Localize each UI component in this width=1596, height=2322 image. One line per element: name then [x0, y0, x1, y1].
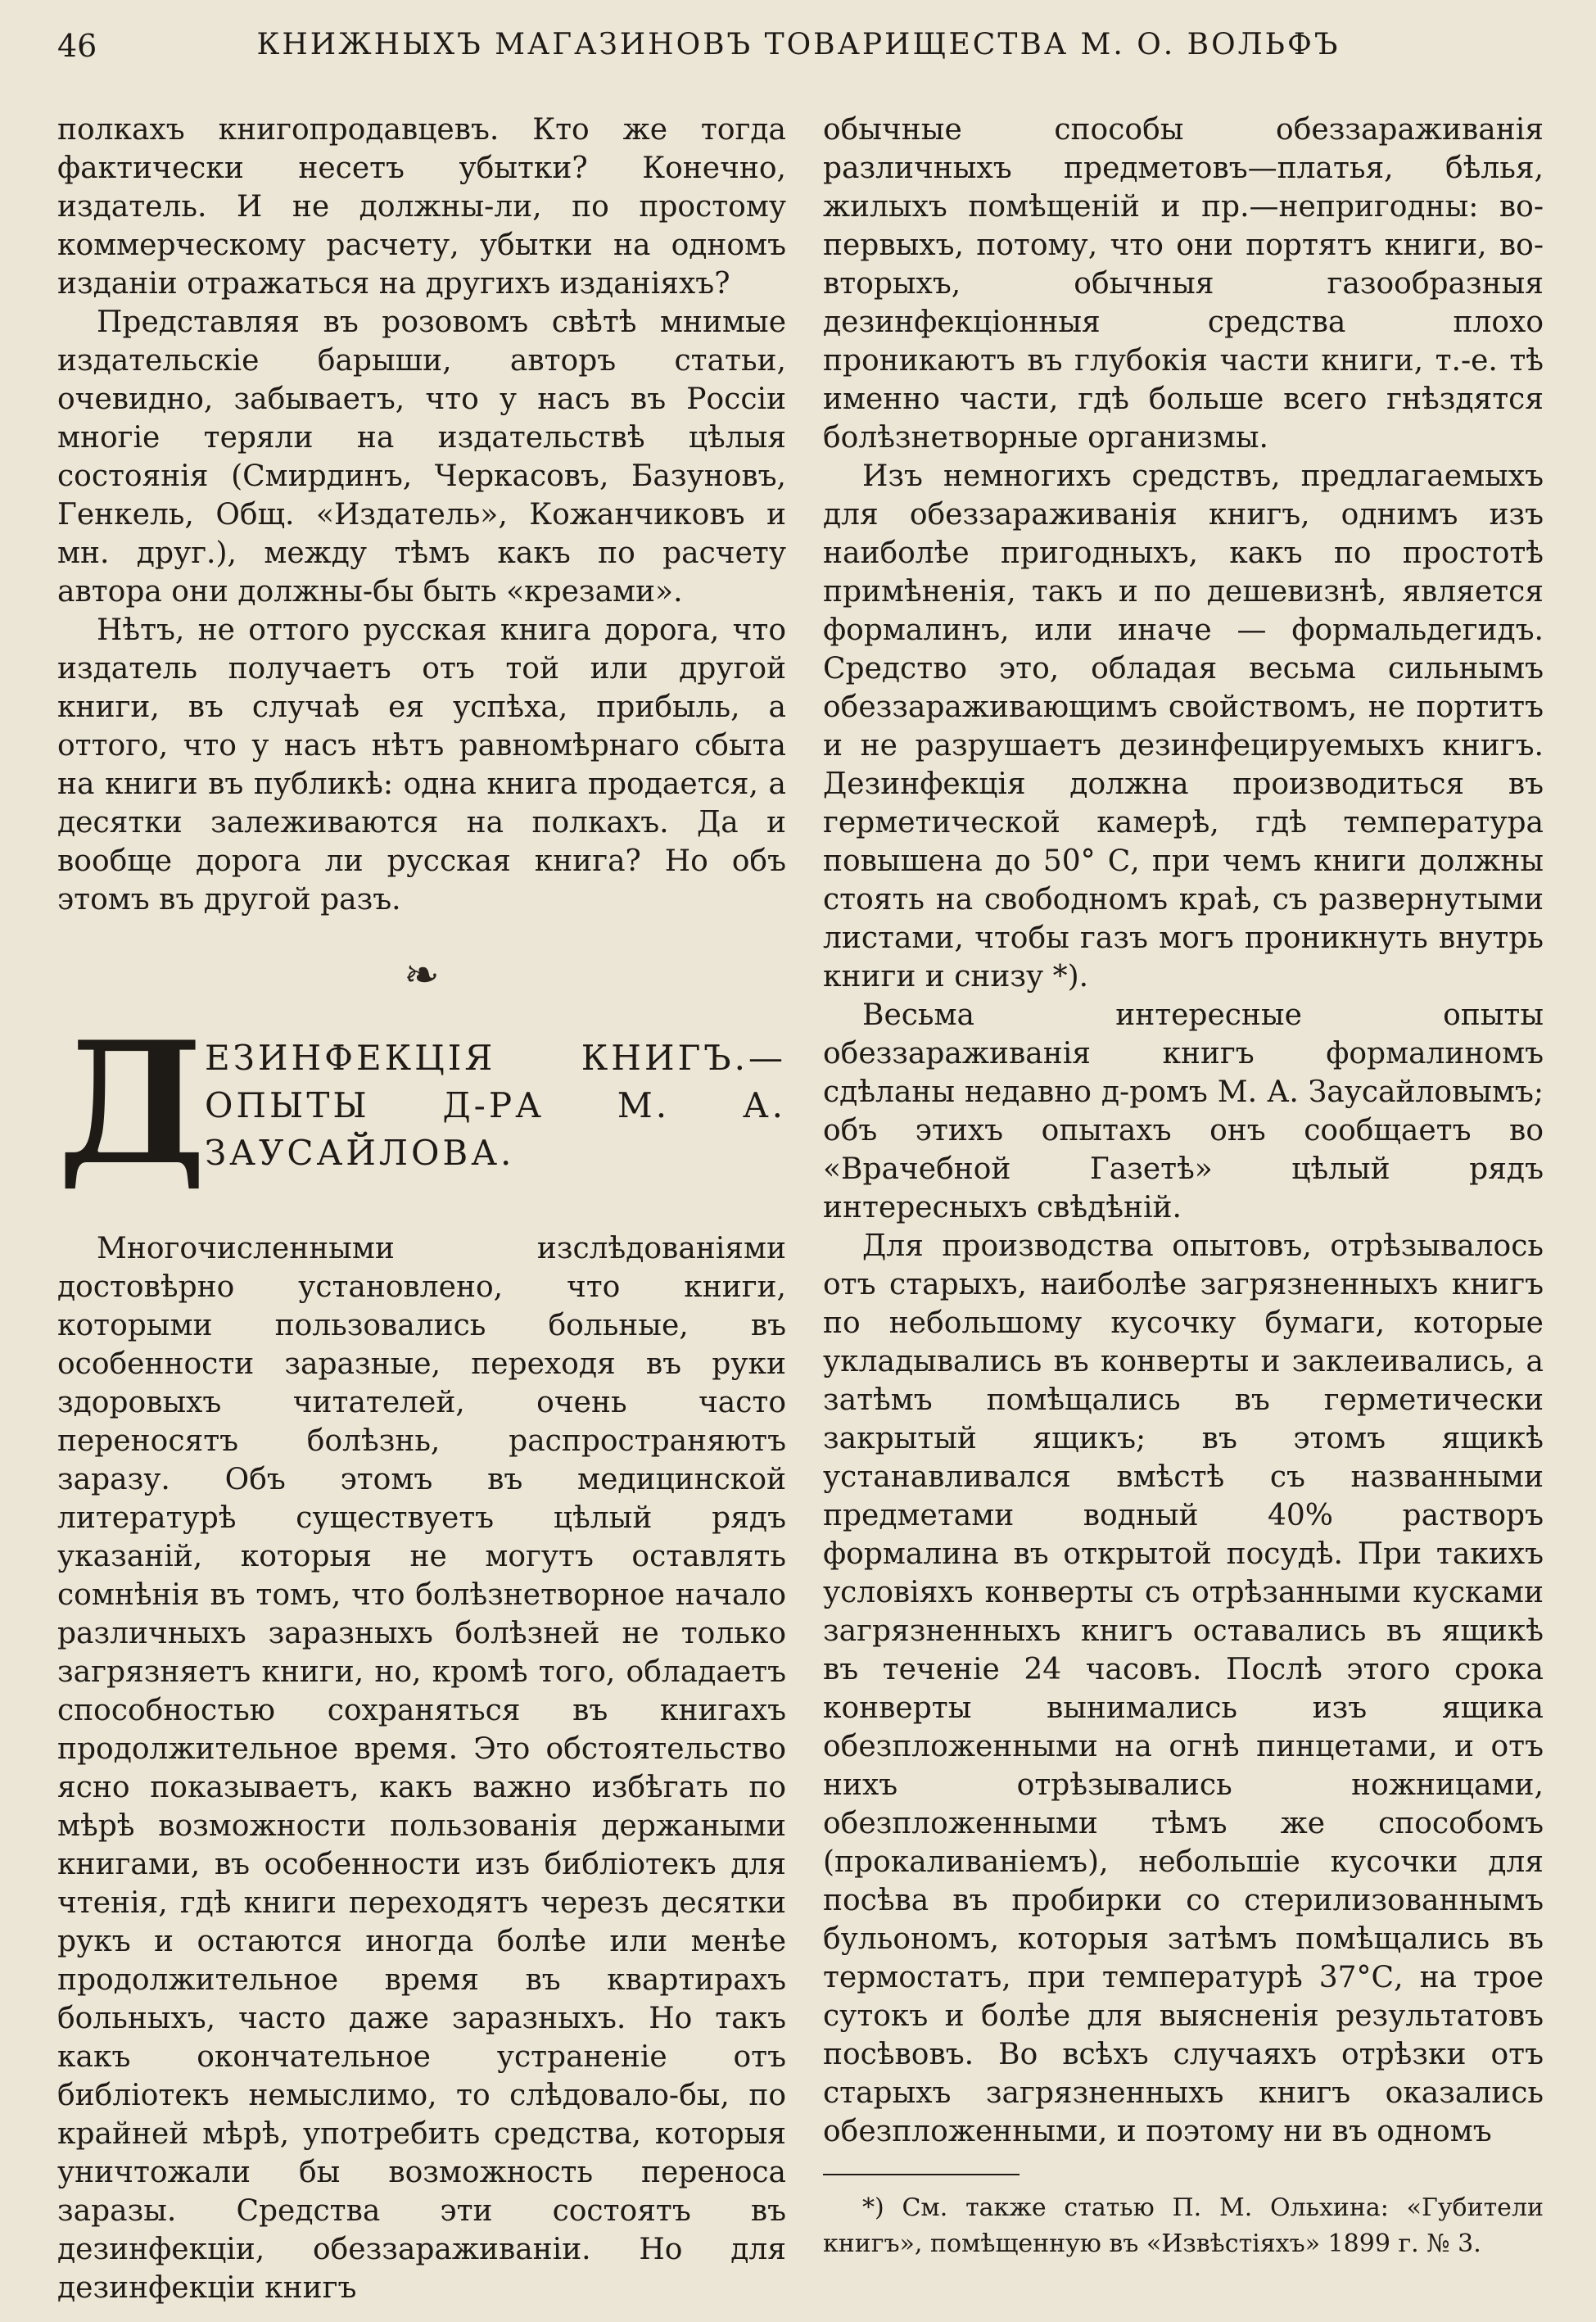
paragraph: Весьма интересные опыты обеззараживанія книгъ формалиномъ сдѣланы недавно д-ромъ М. А. Заусайловымъ; объ этихъ опытахъ онъ сообщаетъ во «Врачебной Газетѣ» цѣлый рядъ интересныхъ свѣдѣній.	[823, 998, 1544, 1224]
article-title: ЕЗИНФЕКЦІЯ КНИГЪ.—ОПЫТЫ Д-РА М. А. ЗАУСАЙЛОВА.	[205, 1038, 786, 1173]
paragraph: Представляя въ розовомъ свѣтѣ мнимые издательскіе барыши, авторъ статьи, очевидно, забываетъ, что у насъ въ Россіи многіе теряли на издательствѣ цѣлыя состоянія (Смирдинъ, Черкасовъ, Базуновъ, Генкель, Общ. «Издатель», Кожанчиковъ и мн. друг.), между тѣмъ какъ по расчету автора они должны-бы быть «крезами».	[57, 306, 786, 609]
page-header	[57, 25, 1539, 74]
paragraph: полкахъ книгопродавцевъ. Кто же тогда фактически несетъ убытки? Конечно, издатель. И не должны-ли, по простому коммерческому расчету, убытки на одномъ изданіи отражаться на другихъ изданіяхъ?	[57, 113, 786, 301]
paragraph: Многочисленными изслѣдованіями достовѣрно установлено, что книги, которыми пользовались больные, въ особенности заразные, переходя въ руки здоровыхъ читателей, очень часто переносятъ болѣзнь, распространяютъ заразу. Объ этомъ въ медицинской литературѣ существуетъ цѣлый рядъ указаній, которыя не могутъ оставлять сомнѣнія въ томъ, что болѣзнетворное начало различныхъ заразныхъ болѣзней не только загрязняетъ книги, но, кромѣ того, обладаетъ способностью сохраняться въ книгахъ продолжительное время. Это обстоятельство ясно показываетъ, какъ важно избѣгать по мѣрѣ возможности пользованія держаными книгами, въ особенности изъ библіотекъ для чтенія, гдѣ книги переходятъ черезъ десятки рукъ и остаются иногда болѣе или менѣе продолжительное время въ квартирахъ больныхъ, часто даже заразныхъ. Но такъ какъ окончательное устраненіе отъ библіотекъ немыслимо, то слѣдовало-бы, по крайней мѣрѣ, употребить средства, которыя уничтожали бы возможность переноса заразы. Средства эти состоятъ въ дезинфекціи, обеззараживаніи. Но для дезинфекціи книгъ	[57, 1232, 786, 2305]
article-heading	[57, 1006, 786, 1211]
running-title: КНИЖНЫХЪ МАГАЗИНОВЪ ТОВАРИЩЕСТВА М. О. ВОЛЬФЪ	[256, 28, 1341, 61]
footnote: *) См. также статью П. М. Ольхина: «Губители книгъ», помѣщенную въ «Извѣстіяхъ» 1899 г. № 3.	[823, 2193, 1544, 2258]
ornament-fleuron-icon: ❧	[404, 951, 440, 1000]
right-column	[823, 111, 1544, 2262]
footnote-rule	[823, 2174, 1020, 2175]
drop-cap: Д	[57, 1006, 207, 1202]
paragraph: Для производства опытовъ, отрѣзывалось отъ старыхъ, наиболѣе загрязненныхъ книгъ по небольшому кусочку бумаги, которые укладывались въ конверты и заклеивались, а затѣмъ помѣщались въ герметически закрытый ящикъ; въ этомъ ящикѣ устанавливался вмѣстѣ съ названными предметами водный 40% растворъ формалина въ открытой посудѣ. При такихъ условіяхъ конверты съ отрѣзанными кусками загрязненныхъ книгъ оставались въ ящикѣ въ теченіе 24 часовъ. Послѣ этого срока конверты вынимались изъ ящика обезпложенными на огнѣ пинцетами, и отъ нихъ отрѣзывались ножницами, обезпложенными тѣмъ же способомъ (прокаливаніемъ), небольшіе кусочки для посѣва въ пробирки со стерилизованнымъ бульономъ, которыя затѣмъ помѣщались въ термостатъ, при температурѣ 37°С, на трое сутокъ и болѣе для выясненія результатовъ посѣвовъ. Во всѣхъ случаяхъ отрѣзки отъ старыхъ загрязненныхъ книгъ оказались обезпложенными, и поэтому ни въ одномъ	[823, 1229, 1544, 2148]
paragraph: Нѣтъ, не оттого русская книга дорога, что издатель получаетъ отъ той или другой книги, въ случаѣ ея успѣха, прибыль, а оттого, что у насъ нѣтъ равномѣрнаго сбыта на книги въ публикѣ: одна книга продается, а десятки залеживаются на полкахъ. Да и вообще дорога ли русская книга? Но объ этомъ въ другой разъ.	[57, 613, 786, 917]
paragraph: Изъ немногихъ средствъ, предлагаемыхъ для обеззараживанія книгъ, однимъ изъ наиболѣе пригодныхъ, какъ по простотѣ примѣненія, такъ и по дешевизнѣ, является формалинъ, или иначе — формальдегидъ. Средство это, обладая весьма сильнымъ обеззараживающимъ свойствомъ, не портитъ и не разрушаетъ дезинфецируемыхъ книгъ. Дезинфекція должна производиться въ герметической камерѣ, гдѣ температура повышена до 50° С, при чемъ книги должны стоять на свободномъ краѣ, съ развернутыми листами, чтобы газъ могъ проникнуть внутрь книги и снизу *).	[823, 459, 1544, 994]
left-column	[57, 111, 786, 2307]
paragraph: обычные способы обеззараживанія различныхъ предметовъ—платья, бѣлья, жилыхъ помѣщеній и пр.—непригодны: во-первыхъ, потому, что они портятъ книги, во-вторыхъ, обычныя газообразныя дезинфекціонныя средства плохо проникаютъ въ глубокія части книги, т.-е. тѣ именно части, гдѣ больше всего гнѣздятся болѣзнетворные организмы.	[823, 113, 1544, 455]
page-number: 46	[57, 28, 97, 64]
